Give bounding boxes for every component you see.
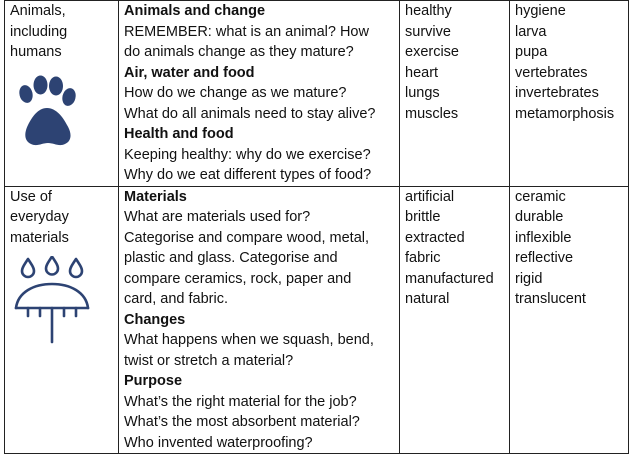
questions-cell-animals [119,1,400,187]
vocabulary-word: healthy [405,3,452,19]
vocabulary-word: lungs [405,85,440,101]
topic-cell-materials [5,186,119,454]
question-line: What’s the most absorbent material? [124,414,360,430]
table-row-materials [5,186,629,454]
topic-title-line: humans [10,44,62,60]
section-heading: Materials [124,188,187,205]
question-line: Who invented waterproofing? [124,434,313,451]
vocabulary-word: metamorphosis [515,105,615,122]
vocabulary-word: hygiene [515,3,566,19]
curriculum-table [4,0,629,454]
vocabulary-word: fabric [405,250,441,266]
vocabulary-word: survive [405,23,451,40]
vocabulary-word: brittle [405,209,441,225]
question-line: REMEMBER: what is an animal? How [124,23,369,40]
vocabulary-word: vertebrates [515,64,588,81]
question-line: How do we change as we mature? [124,85,347,101]
vocabulary-cell-materials-1 [400,186,510,454]
question-line: What happens when we squash, bend, [124,332,374,348]
vocabulary-word: exercise [405,44,459,60]
question-line: What do all animals need to stay alive? [124,105,376,122]
question-line: do animals change as they mature? [124,44,354,60]
section-heading: Health and food [124,126,234,142]
vocabulary-word: translucent [515,291,586,307]
vocabulary-word: natural [405,291,450,307]
question-line: card, and fabric. [124,291,228,307]
vocabulary-word: inflexible [515,229,572,246]
vocabulary-word: extracted [405,229,465,246]
topic-title-line: materials [10,229,69,246]
question-line: twist or stretch a material? [124,352,294,369]
vocabulary-word: durable [515,209,564,225]
question-line: compare ceramics, rock, paper and [124,270,352,287]
question-line: Why do we eat different types of food? [124,167,372,183]
vocabulary-word: artificial [405,188,455,205]
topic-title-line: Use of [10,188,52,205]
question-line: Keeping healthy: why do we exercise? [124,146,371,163]
section-heading: Air, water and food [124,64,255,81]
vocabulary-word: pupa [515,44,548,60]
vocabulary-word: reflective [515,250,574,266]
vocabulary-word: manufactured [405,270,494,287]
section-heading: Changes [124,311,186,328]
section-heading: Animals and change [124,3,266,19]
vocabulary-word: invertebrates [515,85,599,101]
vocabulary-cell-animals-2 [510,1,629,187]
vocabulary-word: muscles [405,105,459,122]
question-line: What are materials used for? [124,209,311,225]
question-line: What’s the right material for the job? [124,393,357,410]
topic-title-line: including [10,23,68,40]
paw-print-icon [14,75,114,151]
umbrella-rain-icon [10,256,114,348]
table-row-animals [5,1,629,187]
question-line: plastic and glass. Categorise and [124,250,338,266]
vocabulary-cell-materials-2 [510,186,629,454]
vocabulary-word: rigid [515,270,543,287]
section-heading: Purpose [124,373,183,389]
vocabulary-cell-animals-1 [400,1,510,187]
vocabulary-word: larva [515,23,547,40]
question-line: Categorise and compare wood, metal, [124,229,370,246]
vocabulary-word: ceramic [515,188,566,205]
vocabulary-word: heart [405,64,439,81]
topic-cell-animals [5,1,119,187]
topic-title-line: Animals, [10,3,66,19]
topic-title-line: everyday [10,209,69,225]
questions-cell-materials [119,186,400,454]
